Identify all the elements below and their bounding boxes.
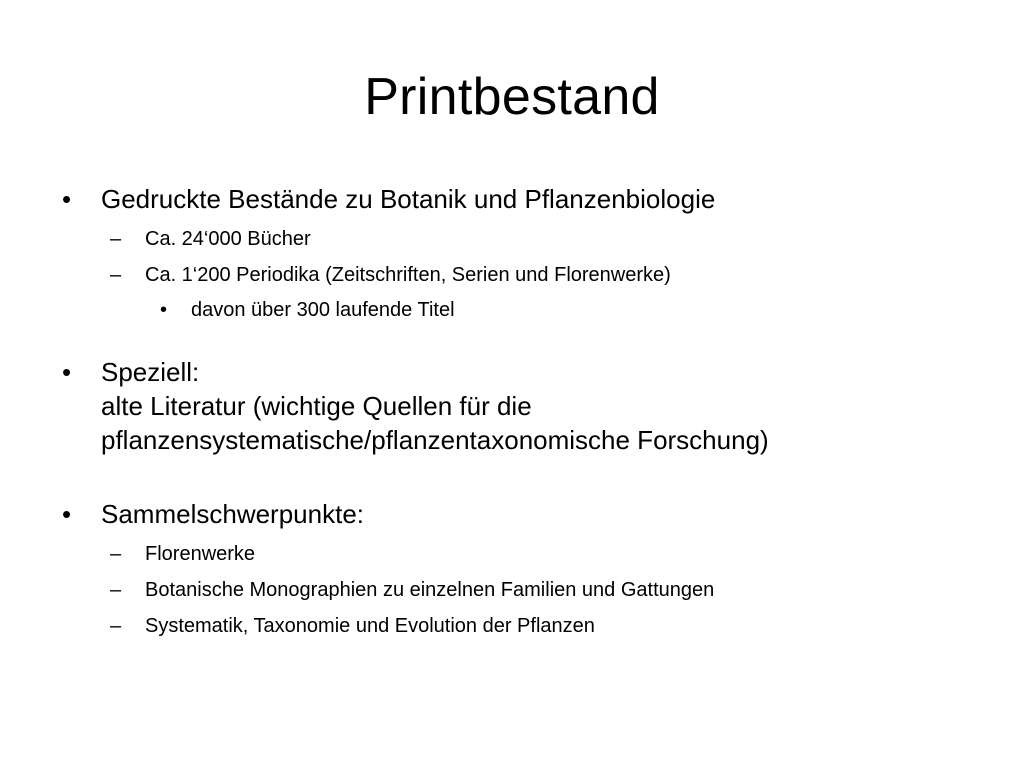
bullet-marker: • (62, 184, 72, 214)
sub-item (60, 613, 980, 639)
sub-item-text: Ca. 1‘200 Periodika (Zeitschriften, Serien und Florenwerke) (145, 264, 671, 286)
slide-title: Printbestand (364, 68, 660, 126)
sub-item-text: Systematik, Taxonomie und Evolution der Pflanzen (145, 615, 595, 637)
bullet-text-line: pflanzensystematische/pflanzentaxonomische Forschung) (101, 425, 769, 455)
sub-item (60, 262, 980, 288)
bullet-marker: • (62, 499, 72, 529)
bullet-item (60, 497, 980, 531)
dash-marker: – (110, 543, 122, 565)
dash-marker: – (110, 615, 122, 637)
bullet-text-line: Speziell: (101, 357, 200, 387)
dash-marker: – (110, 579, 122, 601)
sub-item (60, 541, 980, 567)
bullet-text: Sammelschwerpunkte: (101, 499, 364, 529)
sub-item (60, 577, 980, 603)
bullet-text-line: alte Literatur (wichtige Quellen für die (101, 391, 532, 421)
bullet-item (60, 182, 980, 216)
bullet-item (60, 355, 980, 457)
sub-item-text: Botanische Monographien zu einzelnen Familien und Gattungen (145, 579, 715, 601)
dash-marker: – (110, 264, 122, 286)
bullet-marker: • (62, 357, 72, 387)
dash-marker: – (110, 228, 122, 250)
bullet-marker: • (160, 299, 168, 321)
sub-item-text: Ca. 24‘000 Bücher (145, 228, 311, 250)
bullet-text: Gedruckte Bestände zu Botanik und Pflanzenbiologie (101, 184, 716, 214)
sub-item-text: Florenwerke (145, 543, 256, 565)
sub-item (60, 226, 980, 252)
sub-sub-item (60, 297, 980, 323)
sub-sub-item-text: davon über 300 laufende Titel (191, 299, 455, 321)
slide-content (60, 182, 980, 639)
